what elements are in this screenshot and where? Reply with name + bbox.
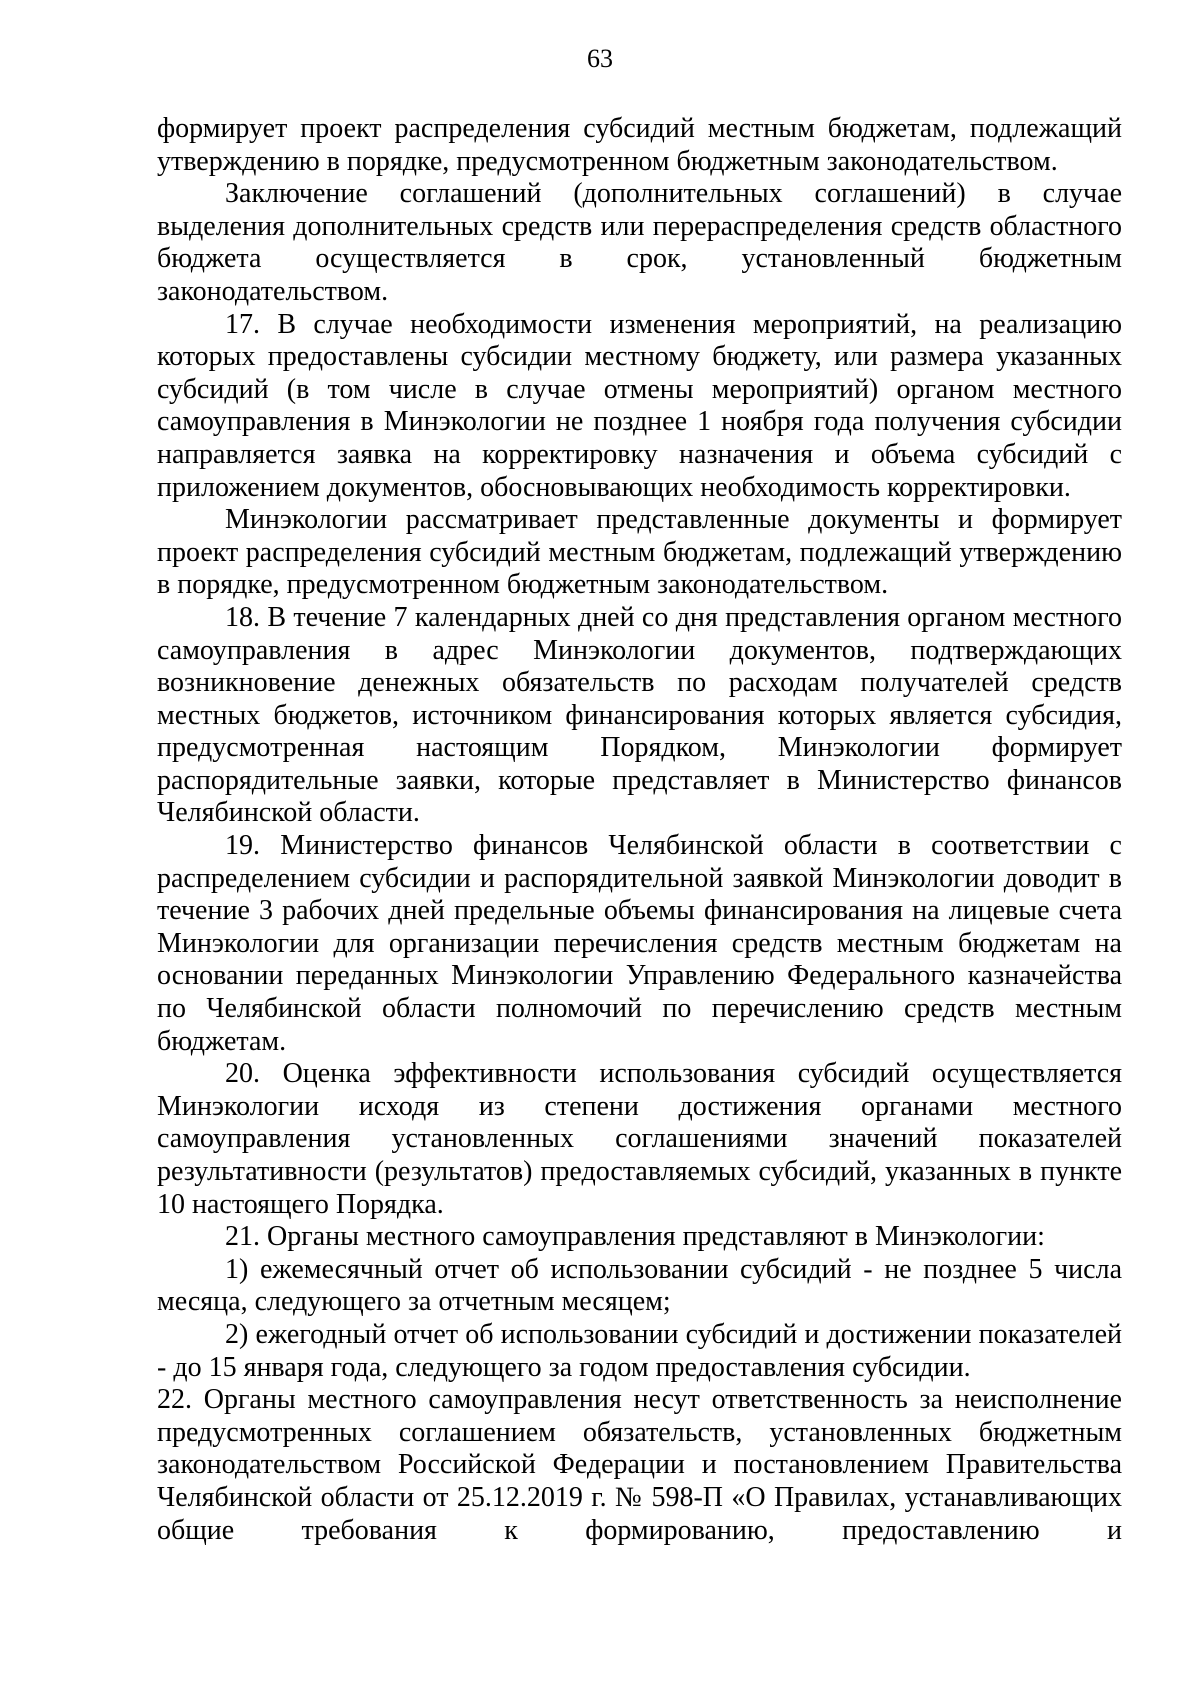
page-number: 63 [587, 44, 613, 73]
paragraph: 1) ежемесячный отчет об использовании субсидий - не позднее 5 числа месяца, следующего за отчетным месяцем; [157, 1253, 1122, 1318]
paragraph: 19. Министерство финансов Челябинской области в соответствии с распределением субсидии и распорядительной заявкой Минэкологии доводит в течение 3 рабочих дней предельные объемы финансирования на лицевые счета Минэкологии для организации перечисления средств местным бюджетам на основании переданных Минэкологии Управлению Федерального казначейства по Челябинской области полномочий по перечислению средств местным бюджетам. [157, 830, 1122, 1057]
paragraph: 22. Органы местного самоуправления несут ответственность за неисполнение предусмотренных соглашением обязательств, установленных бюджетным законодательством Российской Федерации и постановлением Правительства Челябинской области от 25.12.2019 г. № 598-П «О Правилах, устанавливающих общие требования к формированию, предоставлению и [157, 1384, 1122, 1546]
paragraph: 21. Органы местного самоуправления представляют в Минэкологии: [225, 1221, 1045, 1253]
paragraph: 17. В случае необходимости изменения мероприятий, на реализацию которых предоставлены субсидии местному бюджету, или размера указанных субсидий (в том числе в случае отмены мероприятий) органом местного самоуправления в Минэкологии не позднее 1 ноября года получения субсидии направляется заявка на корректировку назначения и объема субсидий с приложением документов, обосновывающих необходимость корректировки. [157, 308, 1122, 503]
paragraph: 20. Оценка эффективности использования субсидий осуществляется Минэкологии исходя из степени достижения органами местного самоуправления установленных соглашениями значений показателей результативности (результатов) предоставляемых субсидий, указанных в пункте 10 настоящего Порядка. [157, 1058, 1122, 1220]
paragraph: формирует проект распределения субсидий местным бюджетам, подлежащий утверждению в порядке, предусмотренном бюджетным законодательством. [157, 113, 1122, 177]
paragraph: 18. В течение 7 календарных дней со дня представления органом местного самоуправления в адрес Минэкологии документов, подтверждающих возникновение денежных обязательств по расходам получателей средств местных бюджетов, источником финансирования которых является субсидия, предусмотренная настоящим Порядком, Минэкологии формирует распорядительные заявки, которые представляет в Министерство финансов Челябинской области. [157, 601, 1122, 829]
paragraph: 2) ежегодный отчет об использовании субсидий и достижении показателей - до 15 января года, следующего за годом предоставления субсидии. [157, 1318, 1122, 1383]
document-body [157, 113, 1122, 1547]
paragraph: Минэкологии рассматривает представленные документы и формирует проект распределения субсидий местным бюджетам, подлежащий утверждению в порядке, предусмотренном бюджетным законодательством. [157, 504, 1122, 601]
paragraph: Заключение соглашений (дополнительных соглашений) в случае выделения дополнительных средств или перераспределения средств областного бюджета осуществляется в срок, установленный бюджетным законодательством. [157, 178, 1122, 307]
